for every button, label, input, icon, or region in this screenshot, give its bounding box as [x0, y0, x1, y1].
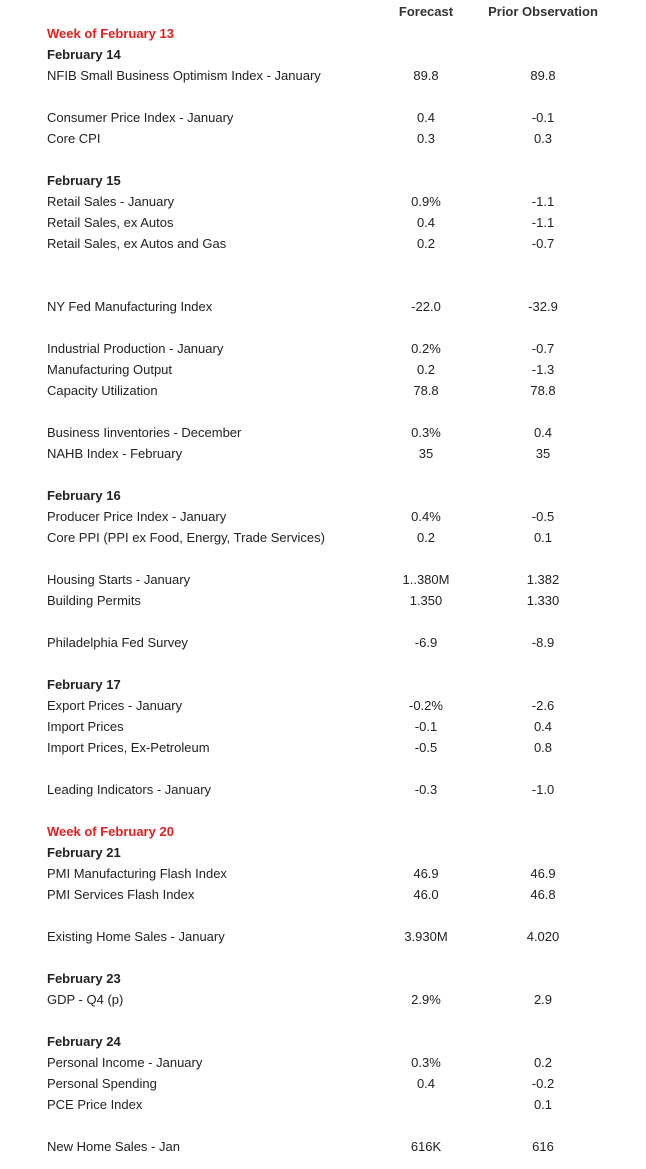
spacer [0, 1010, 646, 1031]
indicator-row [0, 506, 646, 527]
indicator-name: Import Prices, Ex-Petroleum [47, 740, 210, 755]
day-heading-row [0, 44, 646, 65]
forecast-value: 0.3% [411, 1055, 441, 1070]
prior-value: 78.8 [530, 383, 556, 398]
indicator-name: Core CPI [47, 131, 101, 146]
indicator-name: Existing Home Sales - January [47, 929, 225, 944]
spacer [0, 905, 646, 926]
column-header-row [0, 0, 646, 23]
prior-value: 616 [532, 1139, 554, 1154]
indicator-name: Consumer Price Index - January [47, 110, 234, 125]
indicator-name: PMI Services Flash Index [47, 887, 195, 902]
forecast-value: 0.2 [416, 530, 436, 545]
prior-value: -1.1 [531, 215, 555, 230]
prior-value: -0.7 [531, 236, 555, 251]
prior-value: -1.0 [531, 782, 555, 797]
prior-value: 0.3 [533, 131, 553, 146]
prior-value: -0.2 [531, 1076, 555, 1091]
forecast-value: 0.4% [411, 509, 441, 524]
indicator-row [0, 422, 646, 443]
prior-value: -1.1 [531, 194, 555, 209]
spacer [0, 758, 646, 779]
prior-value: 1.382 [526, 572, 560, 587]
indicator-row [0, 338, 646, 359]
indicator-row [0, 695, 646, 716]
indicator-name: Building Permits [47, 593, 141, 608]
indicator-row [0, 359, 646, 380]
spacer [0, 317, 646, 338]
forecast-value: 46.0 [413, 887, 439, 902]
indicator-name: NY Fed Manufacturing Index [47, 299, 213, 314]
indicator-name: NFIB Small Business Optimism Index - January [47, 68, 321, 83]
indicator-name: Leading Indicators - January [47, 782, 212, 797]
prior-value: -8.9 [531, 635, 555, 650]
indicator-row [0, 590, 646, 611]
forecast-value: 0.2 [416, 362, 436, 377]
indicator-name: PCE Price Index [47, 1097, 143, 1112]
prior-value: -2.6 [531, 698, 555, 713]
day-heading: February 17 [47, 677, 121, 692]
indicator-name: Manufacturing Output [47, 362, 173, 377]
indicator-row [0, 107, 646, 128]
day-heading: February 23 [47, 971, 121, 986]
spacer [0, 1115, 646, 1136]
indicator-name: Producer Price Index - January [47, 509, 227, 524]
spacer [0, 254, 646, 296]
day-heading-row [0, 485, 646, 506]
forecast-value: 0.4 [416, 1076, 436, 1091]
day-heading: February 24 [47, 1034, 121, 1049]
indicator-row [0, 632, 646, 653]
forecast-value: 1.350 [409, 593, 443, 608]
forecast-value: 89.8 [413, 68, 439, 83]
spacer [0, 464, 646, 485]
spacer [0, 149, 646, 170]
week-heading-row [0, 23, 646, 44]
forecast-value: 35 [418, 446, 434, 461]
indicator-name: Business Iinventories - December [47, 425, 242, 440]
forecast-value: 0.4 [416, 215, 436, 230]
forecast-value: 0.2 [416, 236, 436, 251]
prior-value: 35 [535, 446, 551, 461]
forecast-value: 46.9 [413, 866, 439, 881]
forecast-value: -22.0 [411, 299, 441, 314]
indicator-row [0, 1136, 646, 1157]
day-heading-row [0, 842, 646, 863]
prior-value: 0.8 [533, 740, 553, 755]
forecast-value: 78.8 [413, 383, 439, 398]
prior-value: -0.7 [531, 341, 555, 356]
forecast-value: -0.5 [414, 740, 438, 755]
prior-value: 0.2 [533, 1055, 553, 1070]
indicator-row [0, 380, 646, 401]
indicator-row [0, 1052, 646, 1073]
spacer [0, 548, 646, 569]
forecast-value: 2.9% [411, 992, 441, 1007]
indicator-name: New Home Sales - Jan [47, 1139, 180, 1154]
prior-value: 0.4 [533, 719, 553, 734]
day-heading-row [0, 968, 646, 989]
indicator-name: Philadelphia Fed Survey [47, 635, 188, 650]
forecast-value: 0.4 [416, 110, 436, 125]
prior-value: 1.330 [526, 593, 560, 608]
indicator-name: Retail Sales, ex Autos and Gas [47, 236, 227, 251]
spacer [0, 611, 646, 632]
indicator-name: Export Prices - January [47, 698, 183, 713]
indicator-row [0, 716, 646, 737]
forecast-value: 1..380M [402, 572, 450, 587]
indicator-row [0, 1094, 646, 1115]
prior-value: -1.3 [531, 362, 555, 377]
forecast-value: 0.2% [411, 341, 441, 356]
indicator-name: Core PPI (PPI ex Food, Energy, Trade Services) [47, 530, 325, 545]
indicator-row [0, 989, 646, 1010]
indicator-name: GDP - Q4 (p) [47, 992, 124, 1007]
day-heading: February 14 [47, 47, 121, 62]
indicator-name: Housing Starts - January [47, 572, 191, 587]
indicator-name: Retail Sales - January [47, 194, 175, 209]
forecast-value: -6.9 [414, 635, 438, 650]
prior-value: 0.1 [533, 1097, 553, 1112]
forecast-value: 3.930M [404, 929, 448, 944]
prior-value: 4.020 [526, 929, 560, 944]
indicator-row [0, 569, 646, 590]
indicator-row [0, 863, 646, 884]
indicator-name: Personal Income - January [47, 1055, 203, 1070]
week-heading: Week of February 20 [47, 824, 174, 839]
day-heading-row [0, 170, 646, 191]
forecast-value: 0.9% [411, 194, 441, 209]
prior-value: 46.9 [530, 866, 556, 881]
forecast-value: -0.1 [414, 719, 438, 734]
prior-value: -0.5 [531, 509, 555, 524]
day-heading: February 21 [47, 845, 121, 860]
indicator-row [0, 737, 646, 758]
indicator-row [0, 884, 646, 905]
forecast-value: 0.3% [411, 425, 441, 440]
indicator-row [0, 443, 646, 464]
forecast-column-header: Forecast [398, 4, 454, 19]
forecast-value: 0.3 [416, 131, 436, 146]
indicator-row [0, 926, 646, 947]
prior-value: 2.9 [533, 992, 553, 1007]
indicator-name: NAHB Index - February [47, 446, 183, 461]
prior-value: 89.8 [530, 68, 556, 83]
prior-value: -32.9 [528, 299, 558, 314]
indicator-row [0, 191, 646, 212]
spacer [0, 947, 646, 968]
day-heading-row [0, 1031, 646, 1052]
indicator-name: Personal Spending [47, 1076, 157, 1091]
indicator-name: Capacity Utilization [47, 383, 158, 398]
indicator-row [0, 212, 646, 233]
prior-value: 0.1 [533, 530, 553, 545]
indicator-row [0, 128, 646, 149]
spacer [0, 653, 646, 674]
week-heading-row [0, 821, 646, 842]
prior-value: -0.1 [531, 110, 555, 125]
day-heading: February 16 [47, 488, 121, 503]
spacer [0, 401, 646, 422]
indicator-row [0, 296, 646, 317]
day-heading-row [0, 674, 646, 695]
indicator-row [0, 233, 646, 254]
forecast-value: -0.2% [409, 698, 443, 713]
prior-value: 46.8 [530, 887, 556, 902]
spacer [0, 800, 646, 821]
indicator-row [0, 65, 646, 86]
forecast-value: -0.3 [414, 782, 438, 797]
week-heading: Week of February 13 [47, 26, 174, 41]
prior-value: 0.4 [533, 425, 553, 440]
day-heading: February 15 [47, 173, 121, 188]
calendar-rows [0, 23, 646, 1157]
indicator-name: Industrial Production - January [47, 341, 224, 356]
forecast-value: 616K [410, 1139, 442, 1154]
indicator-name: Import Prices [47, 719, 124, 734]
indicator-name: Retail Sales, ex Autos [47, 215, 174, 230]
indicator-row [0, 779, 646, 800]
prior-observation-column-header: Prior Observation [488, 4, 598, 19]
spacer [0, 86, 646, 107]
indicator-row [0, 527, 646, 548]
indicator-name: PMI Manufacturing Flash Index [47, 866, 227, 881]
indicator-row [0, 1073, 646, 1094]
